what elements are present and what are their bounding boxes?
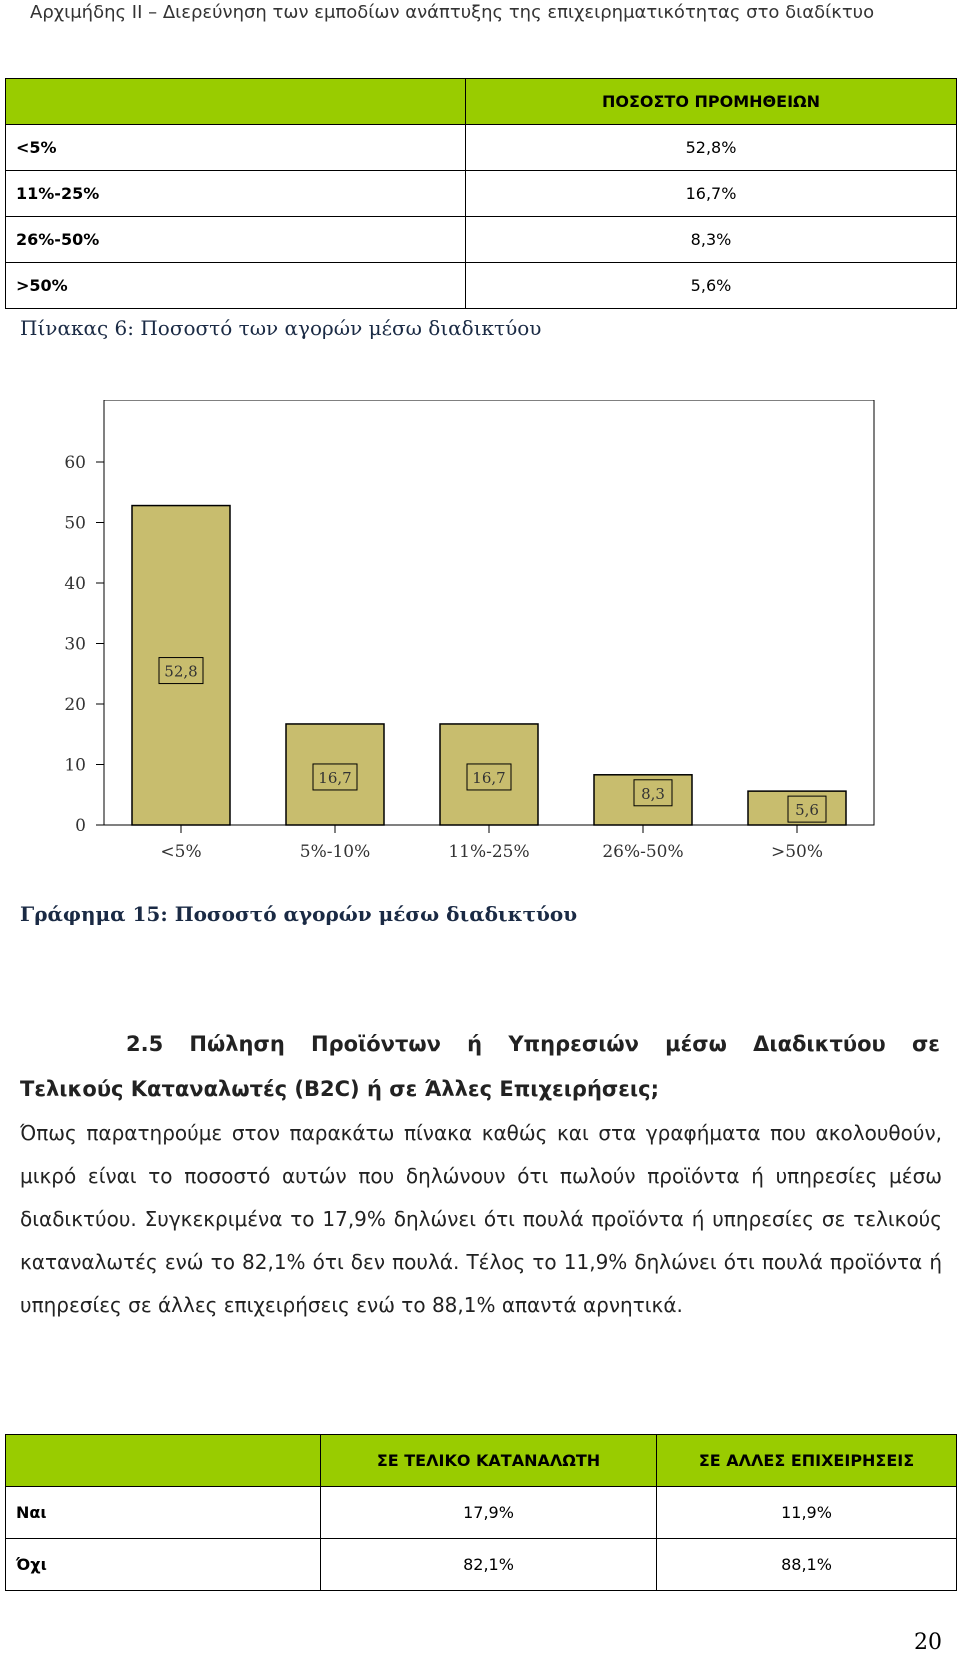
section-heading-line-2: Τελικούς Καταναλωτές (B2C) ή σε Άλλες Επιχειρήσεις; bbox=[20, 1077, 659, 1101]
commission-table bbox=[5, 78, 957, 309]
x-tick-label: 5%-10% bbox=[299, 842, 371, 862]
x-tick-label: 26%-50% bbox=[602, 842, 684, 862]
data-label: 5,6 bbox=[795, 801, 819, 820]
table-row-value: 52,8% bbox=[466, 125, 957, 171]
x-tick-label: <5% bbox=[160, 842, 202, 862]
table-row bbox=[6, 217, 957, 263]
table-row-value: 5,6% bbox=[466, 263, 957, 309]
table-row bbox=[6, 125, 957, 171]
y-tick-label: 30 bbox=[64, 634, 86, 655]
table-row-label: Ναι bbox=[6, 1487, 321, 1539]
table-row-value: 82,1% bbox=[321, 1539, 657, 1591]
table-row-value: 16,7% bbox=[466, 171, 957, 217]
table-header-row bbox=[6, 79, 957, 125]
table-header-empty-cell bbox=[6, 79, 466, 125]
table-caption: Πίνακας 6: Ποσοστό των αγορών μέσω διαδικτύου bbox=[20, 316, 542, 340]
table-row-label: Όχι bbox=[6, 1539, 321, 1591]
table-row bbox=[6, 263, 957, 309]
y-tick-label: 20 bbox=[64, 695, 86, 715]
table-row-value: 17,9% bbox=[321, 1487, 657, 1539]
data-label: 52,8 bbox=[164, 662, 198, 681]
table-row bbox=[6, 1487, 957, 1539]
x-tick-label: 11%-25% bbox=[448, 842, 530, 862]
table-row bbox=[6, 1539, 957, 1591]
table-header-row bbox=[6, 1435, 957, 1487]
table-row-label: 11%-25% bbox=[6, 171, 466, 217]
sales-table bbox=[5, 1434, 957, 1591]
y-tick-label: 60 bbox=[64, 453, 86, 473]
y-tick-label: 40 bbox=[64, 574, 86, 594]
table-row-label: 26%-50% bbox=[6, 217, 466, 263]
table-row-value: 8,3% bbox=[466, 217, 957, 263]
table-row-label: >50% bbox=[6, 263, 466, 309]
table-header-empty-cell bbox=[6, 1435, 321, 1487]
y-tick-label: 0 bbox=[75, 816, 86, 836]
table-row-value: 88,1% bbox=[657, 1539, 957, 1591]
x-tick-label: >50% bbox=[770, 842, 824, 862]
chart-caption: Γράφημα 15: Ποσοστό αγορών μέσω διαδικτύου bbox=[20, 902, 578, 926]
data-label: 16,7 bbox=[472, 768, 506, 787]
data-label: 8,3 bbox=[641, 784, 665, 803]
y-tick-label: 50 bbox=[64, 513, 86, 534]
table-row bbox=[6, 171, 957, 217]
running-header: Αρχιμήδης ΙΙ – Διερεύνηση των εμποδίων ανάπτυξης της επιχειρηματικότητας στο διαδίκτυο bbox=[30, 2, 875, 23]
table-row-label: <5% bbox=[6, 125, 466, 171]
bar-chart bbox=[0, 400, 960, 880]
page-number: 20 bbox=[914, 1630, 942, 1655]
y-tick-label: 10 bbox=[64, 755, 86, 776]
body-paragraph: Όπως παρατηρούμε στον παρακάτω πίνακα καθώς και στα γραφήματα που ακολουθούν, μικρό είναι το ποσοστό αυτών που δηλώνουν ότι πωλούν προϊόντα ή υπηρεσίες μέσω διαδικτύου. Συγκεκριμένα το 17,9% δηλώνει ότι πουλά προϊόντα ή υπηρεσίες σε τελικούς καταναλωτές ενώ το 82,1% ότι δεν πουλά. Τέλος το 11,9% δηλώνει ότι πουλά προϊόντα ή υπηρεσίες σε άλλες επιχειρήσεις ενώ το 88,1% απαντά αρνητικά. bbox=[20, 1121, 942, 1317]
section-heading-line-1: 2.5 Πώληση Προϊόντων ή Υπηρεσιών μέσω Διαδικτύου σε bbox=[126, 1032, 940, 1056]
table-column-header: ΠΟΣΟΣΤΟ ΠΡΟΜΗΘΕΙΩΝ bbox=[466, 79, 957, 125]
table-row-value: 11,9% bbox=[657, 1487, 957, 1539]
data-label: 16,7 bbox=[318, 768, 352, 787]
table-column-header: ΣΕ ΤΕΛΙΚΟ ΚΑΤΑΝΑΛΩΤΗ bbox=[321, 1435, 657, 1487]
table-column-header: ΣΕ ΑΛΛΕΣ ΕΠΙΧΕΙΡΗΣΕΙΣ bbox=[657, 1435, 957, 1487]
